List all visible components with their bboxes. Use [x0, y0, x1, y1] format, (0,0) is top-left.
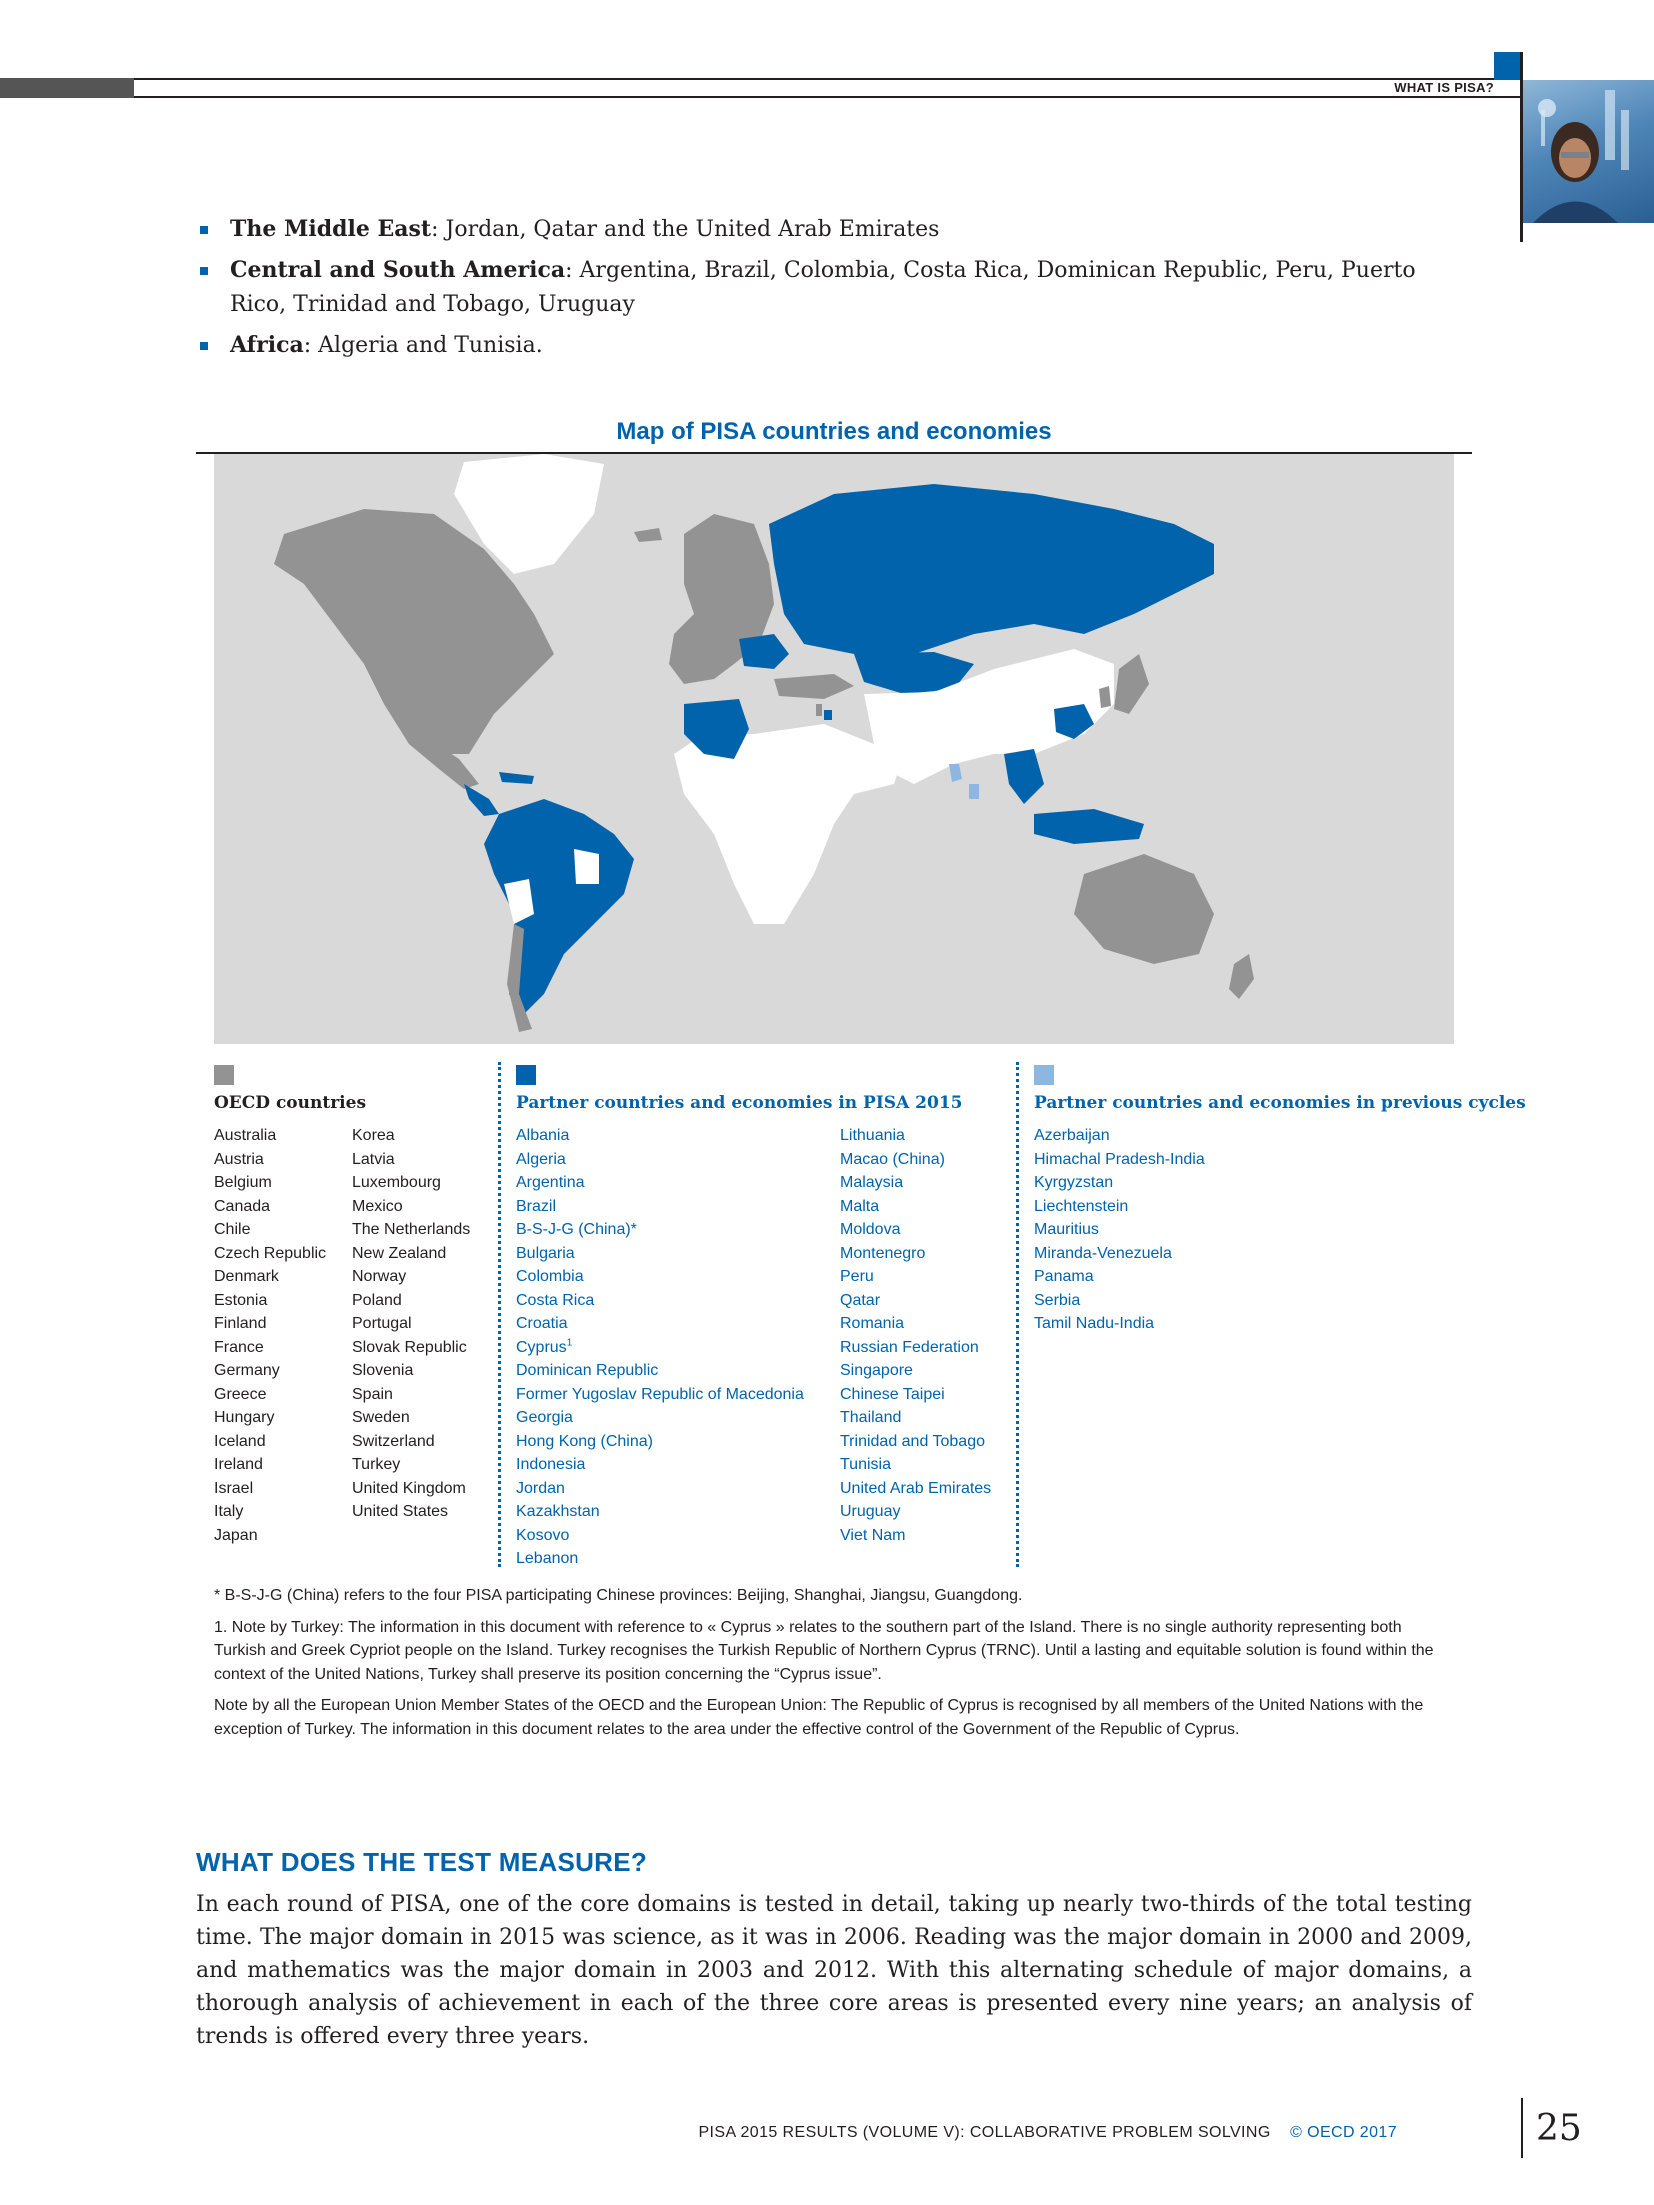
list-item — [516, 1336, 804, 1360]
previous-cycles-legend-heading: Partner countries and economies in previous cycles — [1034, 1093, 1526, 1113]
list-item: Canada — [214, 1197, 271, 1215]
list-item: Estonia — [214, 1291, 268, 1309]
footer-copyright: © OECD 2017 — [1290, 2124, 1397, 2141]
list-item: Latvia — [352, 1150, 395, 1168]
footnote-mark: 1 — [566, 1337, 573, 1349]
list-item: B-S-J-G (China)* — [516, 1221, 637, 1238]
list-item: Montenegro — [840, 1244, 926, 1262]
scientist-illustration — [1523, 80, 1654, 223]
list-item: Greece — [214, 1385, 267, 1403]
region-name: Africa — [230, 332, 304, 358]
note-eu: Note by all the European Union Member States of the OECD and the European Union: The Republic of Cyprus is recognised by all members of the United Nations with the exception of Turkey. The information in this document relates to the area under the effective control of the Government of the Republic of Cyprus. — [214, 1697, 1424, 1738]
oecd-country-list-col1 — [214, 1124, 326, 1547]
list-item: Brazil — [516, 1197, 557, 1215]
legend-separator — [1016, 1062, 1019, 1567]
list-item: Georgia — [516, 1409, 573, 1426]
list-item: United States — [352, 1503, 449, 1520]
list-item: Malaysia — [840, 1174, 904, 1191]
region-bullet-list — [200, 212, 1475, 369]
region-countries: : Jordan, Qatar and the United Arab Emirates — [431, 217, 940, 242]
note-bsjg: * B-S-J-G (China) refers to the four PISA participating Chinese provinces: Beijing, Shanghai, Jiangsu, Guangdong. — [214, 1587, 1023, 1604]
list-item: Azerbaijan — [1034, 1127, 1110, 1144]
list-item: Tamil Nadu-India — [1034, 1315, 1155, 1332]
list-item: United Kingdom — [352, 1479, 466, 1497]
partner-2015-list-col2 — [840, 1124, 991, 1547]
list-item: Mexico — [352, 1197, 403, 1215]
list-item: Poland — [352, 1291, 402, 1309]
list-item: Costa Rica — [516, 1291, 595, 1309]
note-turkey: 1. Note by Turkey: The information in this document with reference to « Cyprus » relates to the southern part of the Island. There is no single authority representing both Turkish and Greek Cypriot people on the Island. Turkey recognises the Turkish Republic of Northern Cyprus (TRNC). Until a lasting and equitable solution is found within the context of the United Nations, Turkey shall preserve its position concerning the “Cyprus issue”. — [214, 1618, 1434, 1683]
list-item: Miranda-Venezuela — [1034, 1244, 1172, 1262]
list-item: Korea — [352, 1127, 395, 1144]
list-item: Hungary — [214, 1409, 275, 1426]
list-item: Ireland — [214, 1456, 263, 1473]
list-item: Switzerland — [352, 1432, 435, 1450]
list-item: Algeria — [516, 1150, 566, 1168]
list-item: Chinese Taipei — [840, 1385, 945, 1403]
list-item: The Netherlands — [352, 1221, 471, 1238]
list-item: Argentina — [516, 1174, 585, 1191]
footer-title: PISA 2015 RESULTS (VOLUME V): COLLABORATIVE PROBLEM SOLVING — [698, 2124, 1271, 2141]
list-item: Slovenia — [352, 1362, 414, 1379]
legend-separator — [498, 1062, 501, 1567]
region-name: Central and South America — [230, 257, 566, 283]
list-item: Macao (China) — [840, 1150, 945, 1168]
region-countries: : Argentina, Brazil, Colombia, Costa Rica, Dominican Republic, Peru, Puerto Rico, Trinidad and Tobago, Uruguay — [230, 258, 1416, 317]
list-item: Portugal — [352, 1315, 412, 1332]
list-item: Czech Republic — [214, 1244, 327, 1262]
list-item: Italy — [214, 1503, 244, 1520]
list-item: Albania — [516, 1127, 570, 1144]
section-body: In each round of PISA, one of the core domains is tested in detail, taking up nearly two-thirds of the total testing time. The major domain in 2015 was science, as it was in 2006. Reading was the major domain in 2000 and 2009, and mathematics was the major domain in 2003 and 2012. With this alternating schedule of major domains, a thorough analysis of achievement in each of the three core areas is presented every nine years; an analysis of trends is offered every three years. — [196, 1892, 1472, 2049]
list-item: Iceland — [214, 1432, 266, 1450]
list-item: Denmark — [214, 1268, 279, 1285]
list-item: Japan — [214, 1526, 258, 1544]
list-item: Chile — [214, 1221, 251, 1238]
list-item: Tunisia — [840, 1456, 891, 1473]
list-item: Germany — [214, 1362, 280, 1379]
list-item: Kyrgyzstan — [1034, 1174, 1114, 1191]
partner-2015-list-col1 — [516, 1124, 804, 1571]
list-item: Russian Federation — [840, 1338, 979, 1356]
cyprus-label: Cyprus — [516, 1338, 567, 1356]
running-section-title: WHAT IS PISA? — [1394, 80, 1494, 95]
list-item: Belgium — [214, 1174, 272, 1191]
list-item: Kazakhstan — [516, 1503, 600, 1520]
list-item: Himachal Pradesh-India — [1034, 1150, 1205, 1168]
list-item: Austria — [214, 1150, 264, 1168]
header-blue-square — [1494, 52, 1522, 80]
list-item: Colombia — [516, 1268, 584, 1285]
world-map-svg — [214, 454, 1454, 1044]
region-countries: : Algeria and Tunisia. — [303, 333, 543, 358]
list-item: Kosovo — [516, 1526, 570, 1544]
list-item: United Arab Emirates — [840, 1479, 992, 1497]
list-item: Croatia — [516, 1315, 568, 1332]
list-item — [200, 212, 1475, 247]
list-item: Bulgaria — [516, 1244, 575, 1262]
list-item: Malta — [840, 1197, 880, 1215]
list-item: Liechtenstein — [1034, 1197, 1129, 1215]
list-item: Moldova — [840, 1221, 901, 1238]
list-item: New Zealand — [352, 1244, 447, 1262]
oecd-country-list-col2 — [352, 1124, 470, 1524]
page-number: 25 — [1536, 2108, 1582, 2149]
list-item: Norway — [352, 1268, 407, 1285]
list-item: Lebanon — [516, 1550, 579, 1567]
list-item: Jordan — [516, 1479, 565, 1497]
list-item: Romania — [840, 1315, 905, 1332]
list-item: Luxembourg — [352, 1174, 441, 1191]
list-item: Dominican Republic — [516, 1362, 659, 1379]
footer-running-title — [698, 2124, 1397, 2142]
region-name: The Middle East — [230, 216, 432, 242]
list-item: Spain — [352, 1385, 393, 1403]
list-item: Qatar — [840, 1291, 881, 1309]
map-notes — [214, 1584, 1454, 1749]
list-item: Serbia — [1034, 1291, 1081, 1309]
list-item: Australia — [214, 1127, 277, 1144]
list-item: Lithuania — [840, 1127, 905, 1144]
list-item: Israel — [214, 1479, 254, 1497]
list-item: Panama — [1034, 1268, 1094, 1285]
list-item: Mauritius — [1034, 1221, 1099, 1238]
header-rule-top — [134, 78, 1522, 80]
header-rule-bottom — [134, 96, 1522, 98]
oecd-legend-swatch — [214, 1065, 234, 1085]
list-item: Hong Kong (China) — [516, 1432, 653, 1450]
section-heading: WHAT DOES THE TEST MEASURE? — [196, 1847, 648, 1877]
header-photo-scientist-image — [1523, 80, 1654, 223]
world-map — [214, 454, 1454, 1044]
list-item: France — [214, 1338, 264, 1356]
list-item: Slovak Republic — [352, 1338, 467, 1356]
list-item: Peru — [840, 1268, 874, 1285]
list-item — [200, 328, 1475, 363]
list-item: Finland — [214, 1315, 267, 1332]
list-item: Uruguay — [840, 1503, 901, 1520]
list-item: Viet Nam — [840, 1526, 906, 1544]
map-title: Map of PISA countries and economies — [616, 418, 1052, 445]
previous-cycles-legend-swatch — [1034, 1065, 1054, 1085]
partner-2015-legend-heading: Partner countries and economies in PISA 2015 — [516, 1093, 963, 1113]
header-dark-bar — [0, 78, 134, 98]
previous-cycles-list — [1034, 1124, 1205, 1336]
footer-vertical-rule — [1521, 2098, 1523, 2158]
list-item: Singapore — [840, 1362, 913, 1379]
list-item: Thailand — [840, 1409, 902, 1426]
list-item: Former Yugoslav Republic of Macedonia — [516, 1385, 804, 1403]
list-item: Sweden — [352, 1409, 410, 1426]
list-item: Indonesia — [516, 1456, 586, 1473]
oecd-legend-heading: OECD countries — [214, 1093, 367, 1113]
partner-2015-legend-swatch — [516, 1065, 536, 1085]
list-item: Turkey — [352, 1456, 401, 1473]
list-item — [200, 253, 1475, 322]
list-item: Trinidad and Tobago — [840, 1432, 985, 1450]
